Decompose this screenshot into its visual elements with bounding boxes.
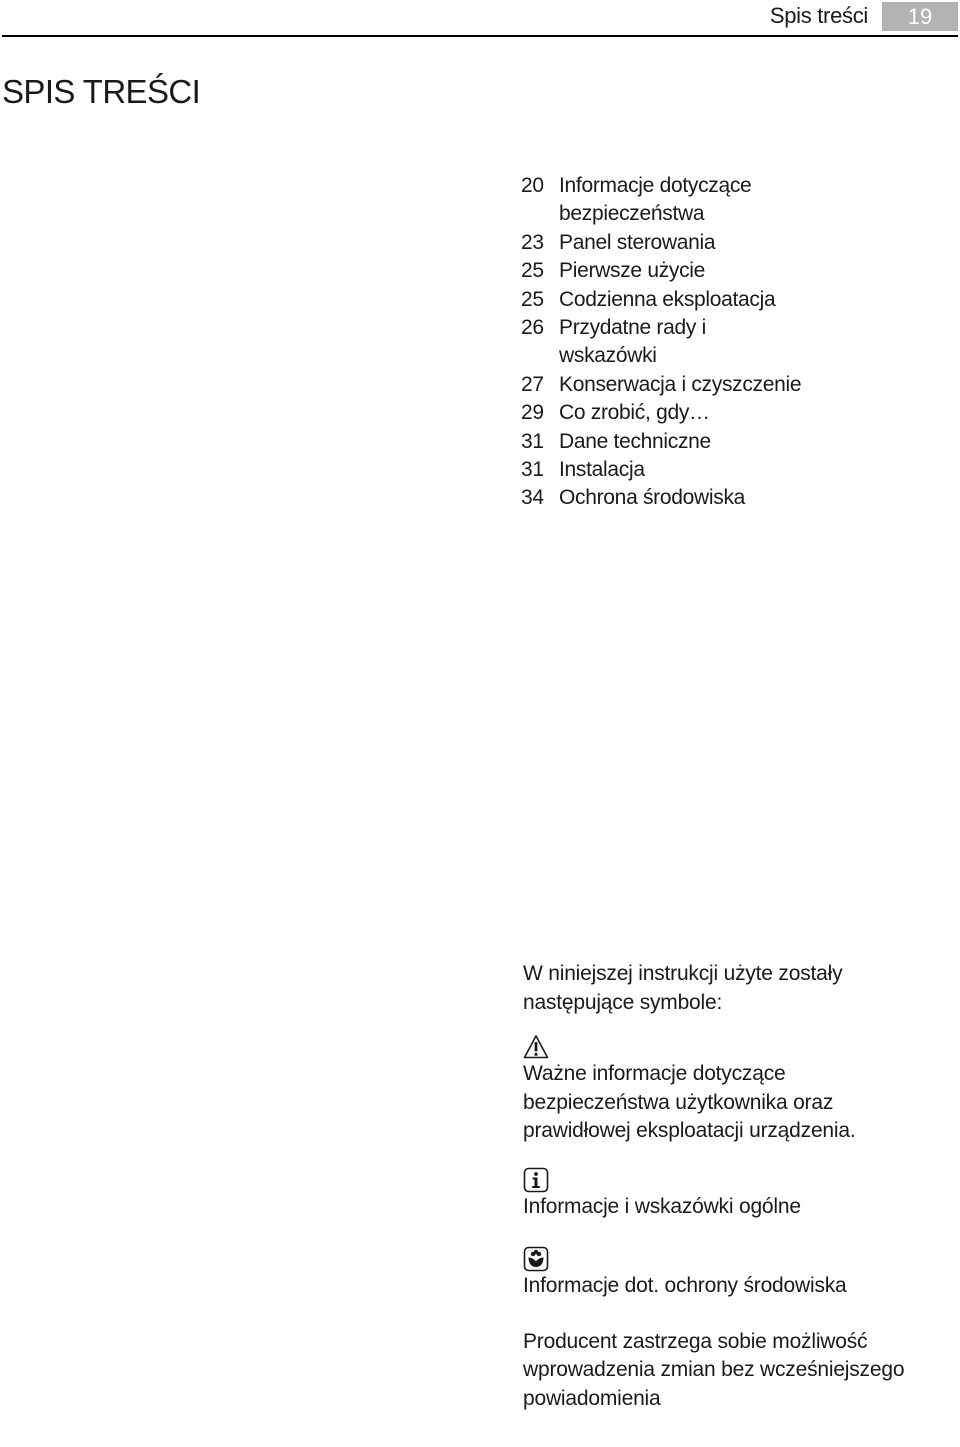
toc-page-number: 25 bbox=[521, 287, 544, 311]
running-header bbox=[0, 0, 960, 36]
manufacturer-disclaimer: Producent zastrzega sobie możliwość wprowadzenia zmian bez wcześniejszego powiadomienia bbox=[523, 1329, 905, 1410]
toc-item[interactable] bbox=[521, 229, 941, 257]
environment-symbol-description: Informacje dot. ochrony środowiska bbox=[523, 1274, 847, 1297]
toc-entry-title: Dane techniczne bbox=[559, 429, 711, 453]
toc-page-number: 34 bbox=[521, 486, 544, 510]
toc-entry-title: Instalacja bbox=[559, 458, 645, 482]
toc-entry-title: Pierwsze użycie bbox=[559, 259, 706, 283]
toc-page-number: 20 bbox=[521, 174, 544, 197]
symbols-intro: W niniejszej instrukcji użyte zostały następujące symbole: bbox=[523, 962, 843, 1014]
page-number-badge: 19 bbox=[882, 2, 958, 31]
toc-entry-title: Panel sterowania bbox=[559, 230, 716, 254]
toc-page-number: 27 bbox=[521, 372, 544, 396]
toc-page-number: 31 bbox=[521, 429, 544, 453]
toc-entry-title: Informacje dotyczące bezpieczeństwa bbox=[559, 174, 752, 226]
toc-page-number: 25 bbox=[521, 259, 544, 283]
page-title: SPIS TREŚCI bbox=[2, 73, 201, 110]
toc-item[interactable] bbox=[521, 399, 941, 427]
warning-symbol-description: Ważne informacje dotyczące bezpieczeństwa użytkownika oraz prawidłowej eksploatacji urządzenia. bbox=[523, 1062, 856, 1142]
toc-entry-title: Codzienna eksploatacja bbox=[559, 287, 776, 311]
toc-item[interactable] bbox=[521, 286, 941, 314]
toc-item[interactable] bbox=[521, 484, 941, 512]
toc-item[interactable] bbox=[521, 428, 941, 456]
toc-entry-title: Ochrona środowiska bbox=[559, 486, 746, 510]
toc-item[interactable] bbox=[521, 314, 941, 371]
header-divider bbox=[2, 35, 958, 37]
toc-page-number: 29 bbox=[521, 401, 544, 425]
info-symbol-description: Informacje i wskazówki ogólne bbox=[523, 1194, 801, 1218]
toc-page-number: 23 bbox=[521, 230, 544, 254]
environment-icon bbox=[523, 1246, 549, 1272]
toc-page-number: 31 bbox=[521, 458, 544, 482]
header-section-title: Spis treści bbox=[769, 3, 868, 28]
symbols-legend bbox=[523, 960, 943, 1413]
table-of-contents bbox=[521, 172, 941, 513]
toc-page-number: 26 bbox=[521, 316, 544, 340]
toc-item[interactable] bbox=[521, 257, 941, 285]
info-icon bbox=[523, 1167, 549, 1193]
toc-entry-title: Przydatne rady i wskazówki bbox=[559, 316, 706, 368]
toc-item[interactable] bbox=[521, 172, 941, 229]
toc-item[interactable] bbox=[521, 456, 941, 484]
toc-item[interactable] bbox=[521, 371, 941, 399]
warning-icon bbox=[523, 1034, 549, 1060]
toc-entry-title: Konserwacja i czyszczenie bbox=[559, 372, 802, 396]
toc-entry-title: Co zrobić, gdy… bbox=[559, 401, 710, 425]
